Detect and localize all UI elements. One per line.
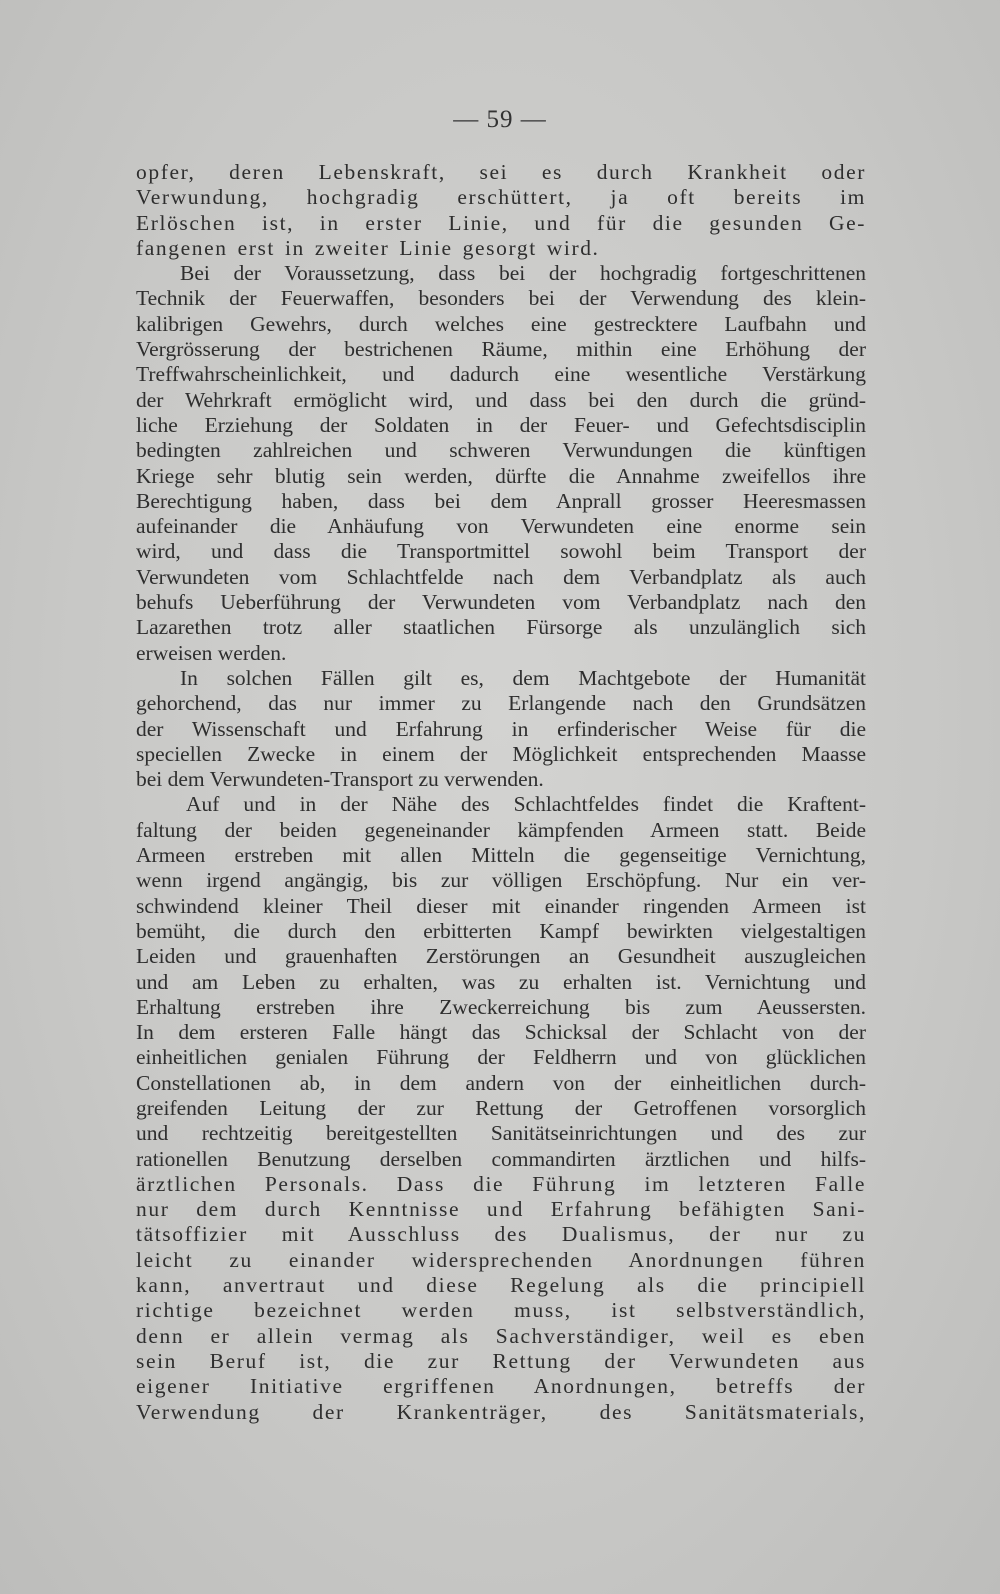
text-line: faltung der beiden gegeneinander kämpfenden Armeen statt. Beide: [136, 817, 866, 842]
text-line: Verwundeten vom Schlachtfelde nach dem Verbandplatz als auch: [136, 564, 866, 589]
text-line: Technik der Feuerwaffen, besonders bei der Verwendung des klein-: [136, 286, 866, 311]
text-line: Armeen erstreben mit allen Mitteln die gegenseitige Vernichtung,: [136, 843, 866, 868]
text-line: sein Beruf ist, die zur Rettung der Verwundeten aus: [136, 1348, 866, 1373]
text-line: Vergrösserung der bestrichenen Räume, mithin eine Erhöhung der: [136, 337, 866, 362]
text-line: erweisen werden.: [136, 640, 287, 665]
text-line: gehorchend, das nur immer zu Erlangende nach den Grundsätzen: [136, 691, 866, 716]
text-line: Bei der Voraussetzung, dass bei der hochgradig fortgeschrittenen: [180, 261, 866, 286]
text-line: liche Erziehung der Soldaten in der Feuer- und Gefechtsdisciplin: [136, 412, 866, 437]
text-line: Verwundung, hochgradig erschüttert, ja oft bereits im: [136, 185, 866, 210]
text-line: speciellen Zwecke in einem der Möglichkeit entsprechenden Maasse: [136, 741, 866, 766]
text-line: leicht zu einander widersprechenden Anordnungen führen: [136, 1247, 866, 1272]
text-line: denn er allein vermag als Sachverständiger, weil es eben: [136, 1323, 866, 1348]
text-line: und am Leben zu erhalten, was zu erhalten ist. Vernichtung und: [136, 969, 866, 994]
text-line: schwindend kleiner Theil dieser mit einander ringenden Armeen ist: [136, 893, 866, 918]
text-line: bemüht, die durch den erbitterten Kampf bewirkten vielgestaltigen: [136, 918, 866, 943]
body-text: [136, 160, 866, 1425]
text-line: behufs Ueberführung der Verwundeten vom Verbandplatz nach den: [136, 590, 866, 615]
text-line: Auf und in der Nähe des Schlachtfeldes findet die Kraftent-: [186, 792, 866, 817]
text-line: Treffwahrscheinlichkeit, und dadurch eine wesentliche Verstärkung: [136, 362, 866, 387]
text-line: ärztlichen Personals. Dass die Führung im letzteren Falle: [136, 1171, 866, 1196]
text-line: nur dem durch Kenntnisse und Erfahrung befähigten Sani-: [136, 1197, 866, 1222]
text-line: kann, anvertraut und diese Regelung als die principiell: [136, 1273, 866, 1298]
text-line: eigener Initiative ergriffenen Anordnungen, betreffs der: [136, 1374, 866, 1399]
text-line: richtige bezeichnet werden muss, ist selbstverständlich,: [136, 1298, 866, 1323]
text-line: Leiden und grauenhaften Zerstörungen an Gesundheit auszugleichen: [136, 944, 866, 969]
text-line: Berechtigung haben, dass bei dem Anprall grosser Heeresmassen: [136, 488, 866, 513]
text-line: wenn irgend angängig, bis zur völligen Erschöpfung. Nur ein ver-: [136, 868, 866, 893]
text-line: greifenden Leitung der zur Rettung der Getroffenen vorsorglich: [136, 1095, 866, 1120]
page-number: — 59 —: [453, 106, 547, 133]
text-line: aufeinander die Anhäufung von Verwundeten eine enorme sein: [136, 514, 866, 539]
text-line: kalibrigen Gewehrs, durch welches eine gestrecktere Laufbahn und: [136, 311, 866, 336]
text-line: tätsoffizier mit Ausschluss des Dualismus, der nur zu: [136, 1222, 866, 1247]
text-line: der Wissenschaft und Erfahrung in erfinderischer Weise für die: [136, 716, 866, 741]
text-line: und rechtzeitig bereitgestellten Sanitätseinrichtungen und des zur: [136, 1121, 866, 1146]
text-line: der Wehrkraft ermöglicht wird, und dass bei den durch die gründ-: [136, 387, 866, 412]
text-line: Erhaltung erstreben ihre Zweckerreichung bis zum Aeussersten.: [136, 994, 866, 1019]
text-line: In dem ersteren Falle hängt das Schicksal der Schlacht von der: [136, 1020, 866, 1045]
text-line: bei dem Verwundeten-Transport zu verwenden.: [136, 767, 544, 792]
text-line: Erlöschen ist, in erster Linie, und für die gesunden Ge-: [136, 210, 866, 235]
text-line: bedingten zahlreichen und schweren Verwundungen die künftigen: [136, 438, 866, 463]
text-line: Kriege sehr blutig sein werden, dürfte die Annahme zweifellos ihre: [136, 463, 866, 488]
text-line: Lazarethen trotz aller staatlichen Fürsorge als unzulänglich sich: [136, 615, 866, 640]
text-line: einheitlichen genialen Führung der Feldherrn und von glücklichen: [136, 1045, 866, 1070]
text-line: rationellen Benutzung derselben commandirten ärztlichen und hilfs-: [136, 1146, 866, 1171]
text-line: opfer, deren Lebenskraft, sei es durch Krankheit oder: [136, 160, 866, 184]
text-line: Constellationen ab, in dem andern von der einheitlichen durch-: [136, 1070, 866, 1095]
text-line: In solchen Fällen gilt es, dem Machtgebote der Humanität: [180, 665, 866, 690]
text-line: fangenen erst in zweiter Linie gesorgt wird.: [136, 235, 600, 260]
text-line: Verwendung der Krankenträger, des Sanitätsmaterials,: [136, 1399, 866, 1424]
text-line: wird, und dass die Transportmittel sowohl beim Transport der: [136, 539, 866, 564]
